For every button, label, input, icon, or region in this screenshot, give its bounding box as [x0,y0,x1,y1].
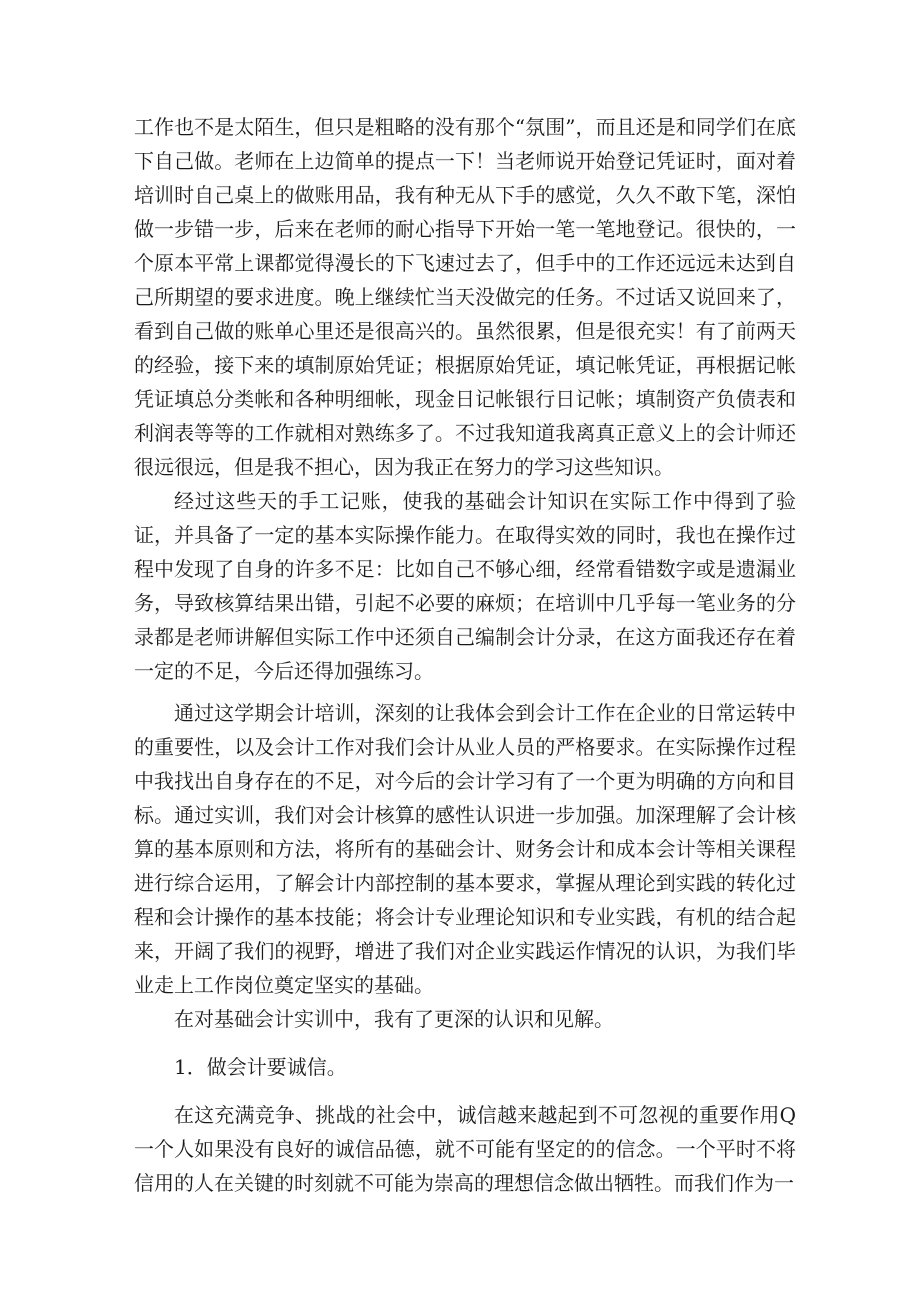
paragraph-insights-intro: 在对基础会计实训中，我有了更深的认识和见解。 [174,1007,614,1031]
paragraph-training-summary: 通过这学期会计培训，深刻的让我体会到会计工作在企业的日常运转中的重要性，以及会计工作对我们会计从业人员的严格要求。在实际操作过程中我找出自身存在的不足，对今后的会计学习有了一个更为明确的方向和目标。通过实训，我们对会计核算的感性认识进一步加强。加深理解了会计核算的基本原则和方法，将所有的基础会计、财务会计和成本会计等相关课程进行综合运用，了解会计内部控制的基本要求，掌握从理论到实践的转化过程和会计操作的基本技能；将会计专业理论知识和专业实践，有机的结合起来，开阔了我们的视野，增进了我们对企业实践运作情况的认识，为我们毕业走上工作岗位奠定坚实的基础。 [134,701,796,997]
document-body [134,110,796,1200]
paragraph-continued: 工作也不是太陌生，但只是粗略的没有那个“氛围”，而且还是和同学们在底下自己做。老师在上边简单的提点一下！当老师说开始登记凭证时，面对着培训时自己桌上的做账用品，我有种无从下手的感觉，久久不敢下笔，深怕做一步错一步，后来在老师的耐心指导下开始一笔一笔地登记。很快的，一个原本平常上课都觉得漫长的下飞速过去了，但手中的工作还远远未达到自己所期望的要求进度。晚上继续忙当天没做完的任务。不过话又说回来了，看到自己做的账单心里还是很高兴的。虽然很累，但是很充实！有了前两天的经验，接下来的填制原始凭证；根据原始凭证，填记帐凭证，再根据记帐凭证填总分类帐和各种明细帐，现金日记帐银行日记帐；填制资产负债表和利润表等等的工作就相对熟练多了。不过我知道我离真正意义上的会计师还很远很远，但是我不担心，因为我正在努力的学习这些知识。 [134,115,796,479]
paragraph-manual-bookkeeping: 经过这些天的手工记账，使我的基础会计知识在实际工作中得到了验证，并具备了一定的基本实际操作能力。在取得实效的同时，我也在操作过程中发现了自身的许多不足：比如自己不够心细，经常看错数字或是遗漏业务，导致核算结果出错，引起不必要的麻烦；在培训中几乎每一笔业务的分录都是老师讲解但实际工作中还须自己编制会计分录，在这方面我还存在着一定的不足，今后还得加强练习。 [134,489,796,683]
list-item-integrity: 1．做会计要诚信。 [174,1055,347,1079]
paragraph-integrity: 在这充满竞争、挑战的社会中，诚信越来越起到不可忽视的重要作用Q一个人如果没有良好的诚信品德，就不可能有坚定的的信念。一个平时不将信用的人在关键的时刻就不可能为崇高的理想信念做出牺牲。而我们作为一 [134,1103,796,1195]
